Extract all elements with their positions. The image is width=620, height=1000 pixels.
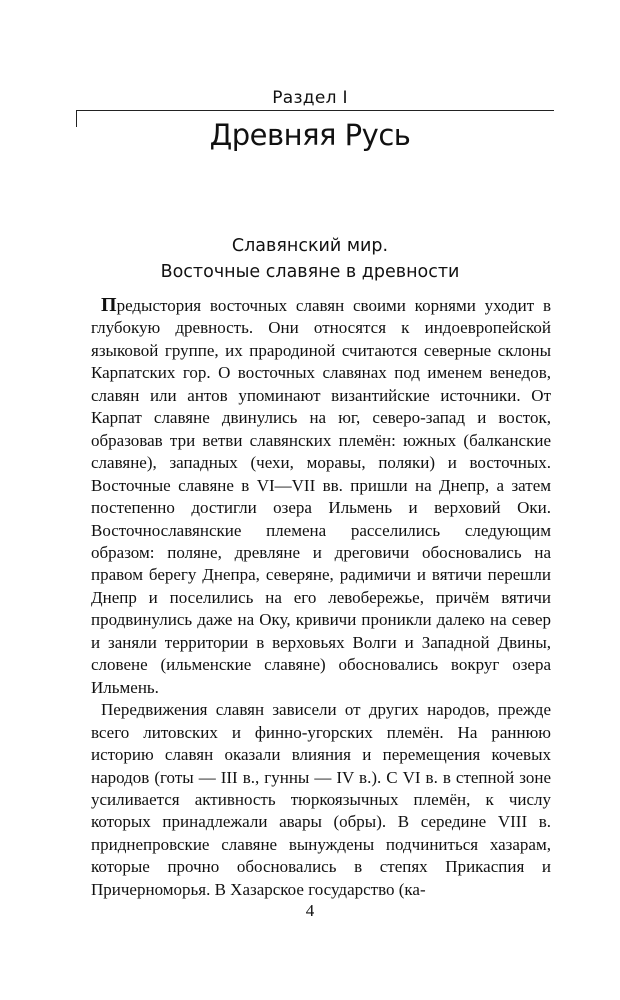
article-body <box>91 294 551 901</box>
chapter-title: Древняя Русь <box>209 118 411 152</box>
subtitle-line-1: Славянский мир. <box>231 236 389 256</box>
drop-cap: П <box>101 294 117 316</box>
section-label: Раздел I <box>272 88 348 108</box>
subtitle-line-2: Восточные славяне в древности <box>160 262 460 282</box>
paragraph-1 <box>91 294 551 699</box>
paragraph-1-text: редыстория восточных славян своими корнями уходит в глубокую древность. Они относятся к индоевропейской языковой группе, их прародиной считаются северные склоны Карпатских гор. О восточных славянах под именем венедов, славян или антов упоминают византийские источники. От Карпат славяне двинулись на юг, северо-запад и восток, образовав три ветви славянских племён: южных (балканские славяне), западных (чехи, моравы, поляки) и восточных. Восточные славяне в VI—VII вв. пришли на Днепр, а затем постепенно достигли озера Ильмень и верховий Оки. Восточнославянские племена расселились следующим образом: поляне, древляне и дреговичи обосновались на правом берегу Днепра, северяне, радимичи и вятичи перешли Днепр и поселились на его левобережье, причём вятичи продвинулись даже на Оку, кривичи проникли далеко на север и заняли территории в верховьях Волги и Западной Двины, словене (ильменские славяне) обосновались вокруг озера Ильмень. <box>91 296 551 697</box>
article-subtitle <box>0 233 620 285</box>
paragraph-2: Передвижения славян зависели от других народов, прежде всего литовских и финно-угорских племён. На раннюю историю славян оказали влияния и перемещения кочевых народов (готы — III в., гунны — IV в.). С VI в. в степной зоне усиливается активность тюркоязычных племён, к числу которых принадлежали авары (обры). В середине VIII в. приднепровские славяне вынуждены подчиниться хазарам, которые прочно обосновались в степях Прикаспия и Причерноморья. В Хазарское государство (ка- <box>91 700 551 899</box>
page-number: 4 <box>305 901 315 920</box>
